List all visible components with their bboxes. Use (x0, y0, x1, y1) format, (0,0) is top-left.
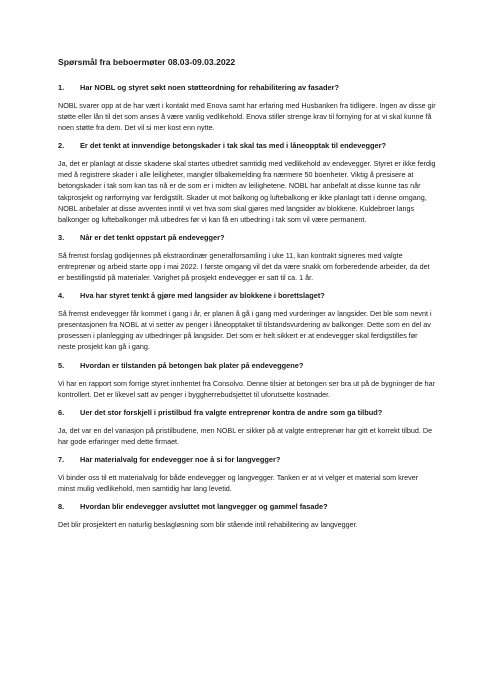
answer-text: NOBL svarer opp at de har vært i kontakt med Enova samt har erfaring med Husbanken fra tidligere. Ingen av disse gir støtte eller lån til det som anses å være vanlig vedlikehold. Enova stiller strenge krav til fornying for at vi skal kunne få noen støtte fra dem. Det vil si mer kost enn nytte. (58, 101, 436, 133)
answer-text: Ja, det er planlagt at disse skadene skal startes utbedret samtidig med vedlikehold av endevegger. Styret er ikke ferdig med å registrere skader i alle leiligheter, mangler tilbakemelding fra nærmere 50 boenheter. Viktig å presisere at betongskader i tak som kan tas nå er de som er i midten av leilighetene. NOBL har anbefalt at disse kunne tas når takprosjekt og rørfornying var ferdigstilt. Skader ut mot balkong og luftebalkong er ikke planlagt tatt i denne omgang, NOBL anbefaler at disse avventes inntil vi vet hva som skal gjøres med langsider av blokkene. Kuldebroer langs balkonger og luftebalkonger må utbedres før vi kan få en utbedring i tak som vil være permanent. (58, 159, 436, 224)
document-title: Spørsmål fra beboermøter 08.03-09.03.2022 (58, 57, 236, 67)
qa-item-8 (58, 502, 437, 530)
question (58, 141, 437, 151)
question (58, 455, 437, 465)
qa-item-2 (58, 141, 437, 225)
qa-item-3 (58, 233, 437, 283)
question (58, 83, 437, 93)
answer-text: Vi binder oss til ett materialvalg for både endevegger og langvegger. Tanken er at vi velger et material som krever minst mulig vedlikehold, men samtidig har lang levetid. (58, 472, 419, 493)
question-number: 7. (58, 454, 65, 464)
question (58, 233, 437, 243)
question-number: 1. (58, 83, 65, 92)
qa-item-7 (58, 455, 437, 494)
question-text: Hvordan blir endevegger avsluttet mot langvegger og gammel fasade? (80, 502, 328, 512)
question (58, 361, 437, 371)
question-text: Har materialvalg for endevegger noe å si for langvegger? (80, 454, 281, 464)
question-number: 6. (58, 407, 65, 417)
question-number: 8. (58, 502, 65, 512)
question-number: 5. (58, 360, 65, 370)
question-text: Hvordan er tilstanden på betongen bak plater på endeveggene? (80, 360, 304, 370)
answer-text: Så fremst forslag godkjennes på ekstraordinær generalforsamling i uke 11, kan kontrakt signeres med valgte entreprenør og arbeid starte opp i mai 2022. I første omgang vil det da være snakk om forberedende arbeider, da det er bestillingstid på materialer. Varighet på prosjekt endevegger er satt til ca. 1 år. (58, 250, 430, 283)
question-text: Er det tenkt at innvendige betongskader i tak skal tas med i låneopptak til endevegger? (80, 141, 386, 151)
answer-text: Så fremst endevegger får kommet i gang i år, er planen å gå i gang med vurderinger av langsider. Det ble som nevnt i presentasjonen fra NOBL at vi setter av penger i låneopptaket til tilstandsvurdering av balkonger. Dette som en del av prosessen i planlegging av utbedringer på langsider. Det som er helt sikkert er at endevegger skal ferdigstilles før neste prosjekt kan gå i gang. (58, 309, 432, 352)
qa-item-5 (58, 361, 437, 400)
question (58, 502, 437, 512)
question-number: 3. (58, 232, 65, 242)
answer-text: Ja, det var en del variasjon på pristilbudene, men NOBL er sikker på at valgte entreprenør har gitt et korrekt tilbud. De har gode erfaringer med dette firmaet. (58, 425, 433, 446)
question (58, 408, 437, 418)
qa-item-4 (58, 291, 437, 352)
answer-text: Det blir prosjektert en naturlig beslagløsning som blir stående intil rehabilitering av langvegger. (58, 520, 358, 530)
question-number: 2. (58, 141, 65, 151)
question (58, 291, 437, 301)
question-text: Når er det tenkt oppstart på endevegger? (80, 232, 225, 242)
qa-item-6 (58, 408, 437, 447)
question-text: Uer det stor forskjell i pristilbud fra valgte entreprenør kontra de andre som ga tilbud? (80, 407, 383, 417)
question-text: Har NOBL og styret søkt noen støtteordning for rehabilitering av fasader? (80, 83, 339, 92)
question-text: Hva har styret tenkt å gjøre med langsider av blokkene i borettslaget? (80, 291, 325, 301)
answer-text: Vi har en rapport som forrige styret innhentet fra Consolvo. Denne tilsier at betongen ser bra ut på de bygninger de har kontrollert. Det er likevel satt av penger i byggherrebudsjettet til uforutsette kostnader. (58, 378, 436, 399)
qa-item-1 (58, 83, 437, 133)
question-number: 4. (58, 291, 65, 301)
